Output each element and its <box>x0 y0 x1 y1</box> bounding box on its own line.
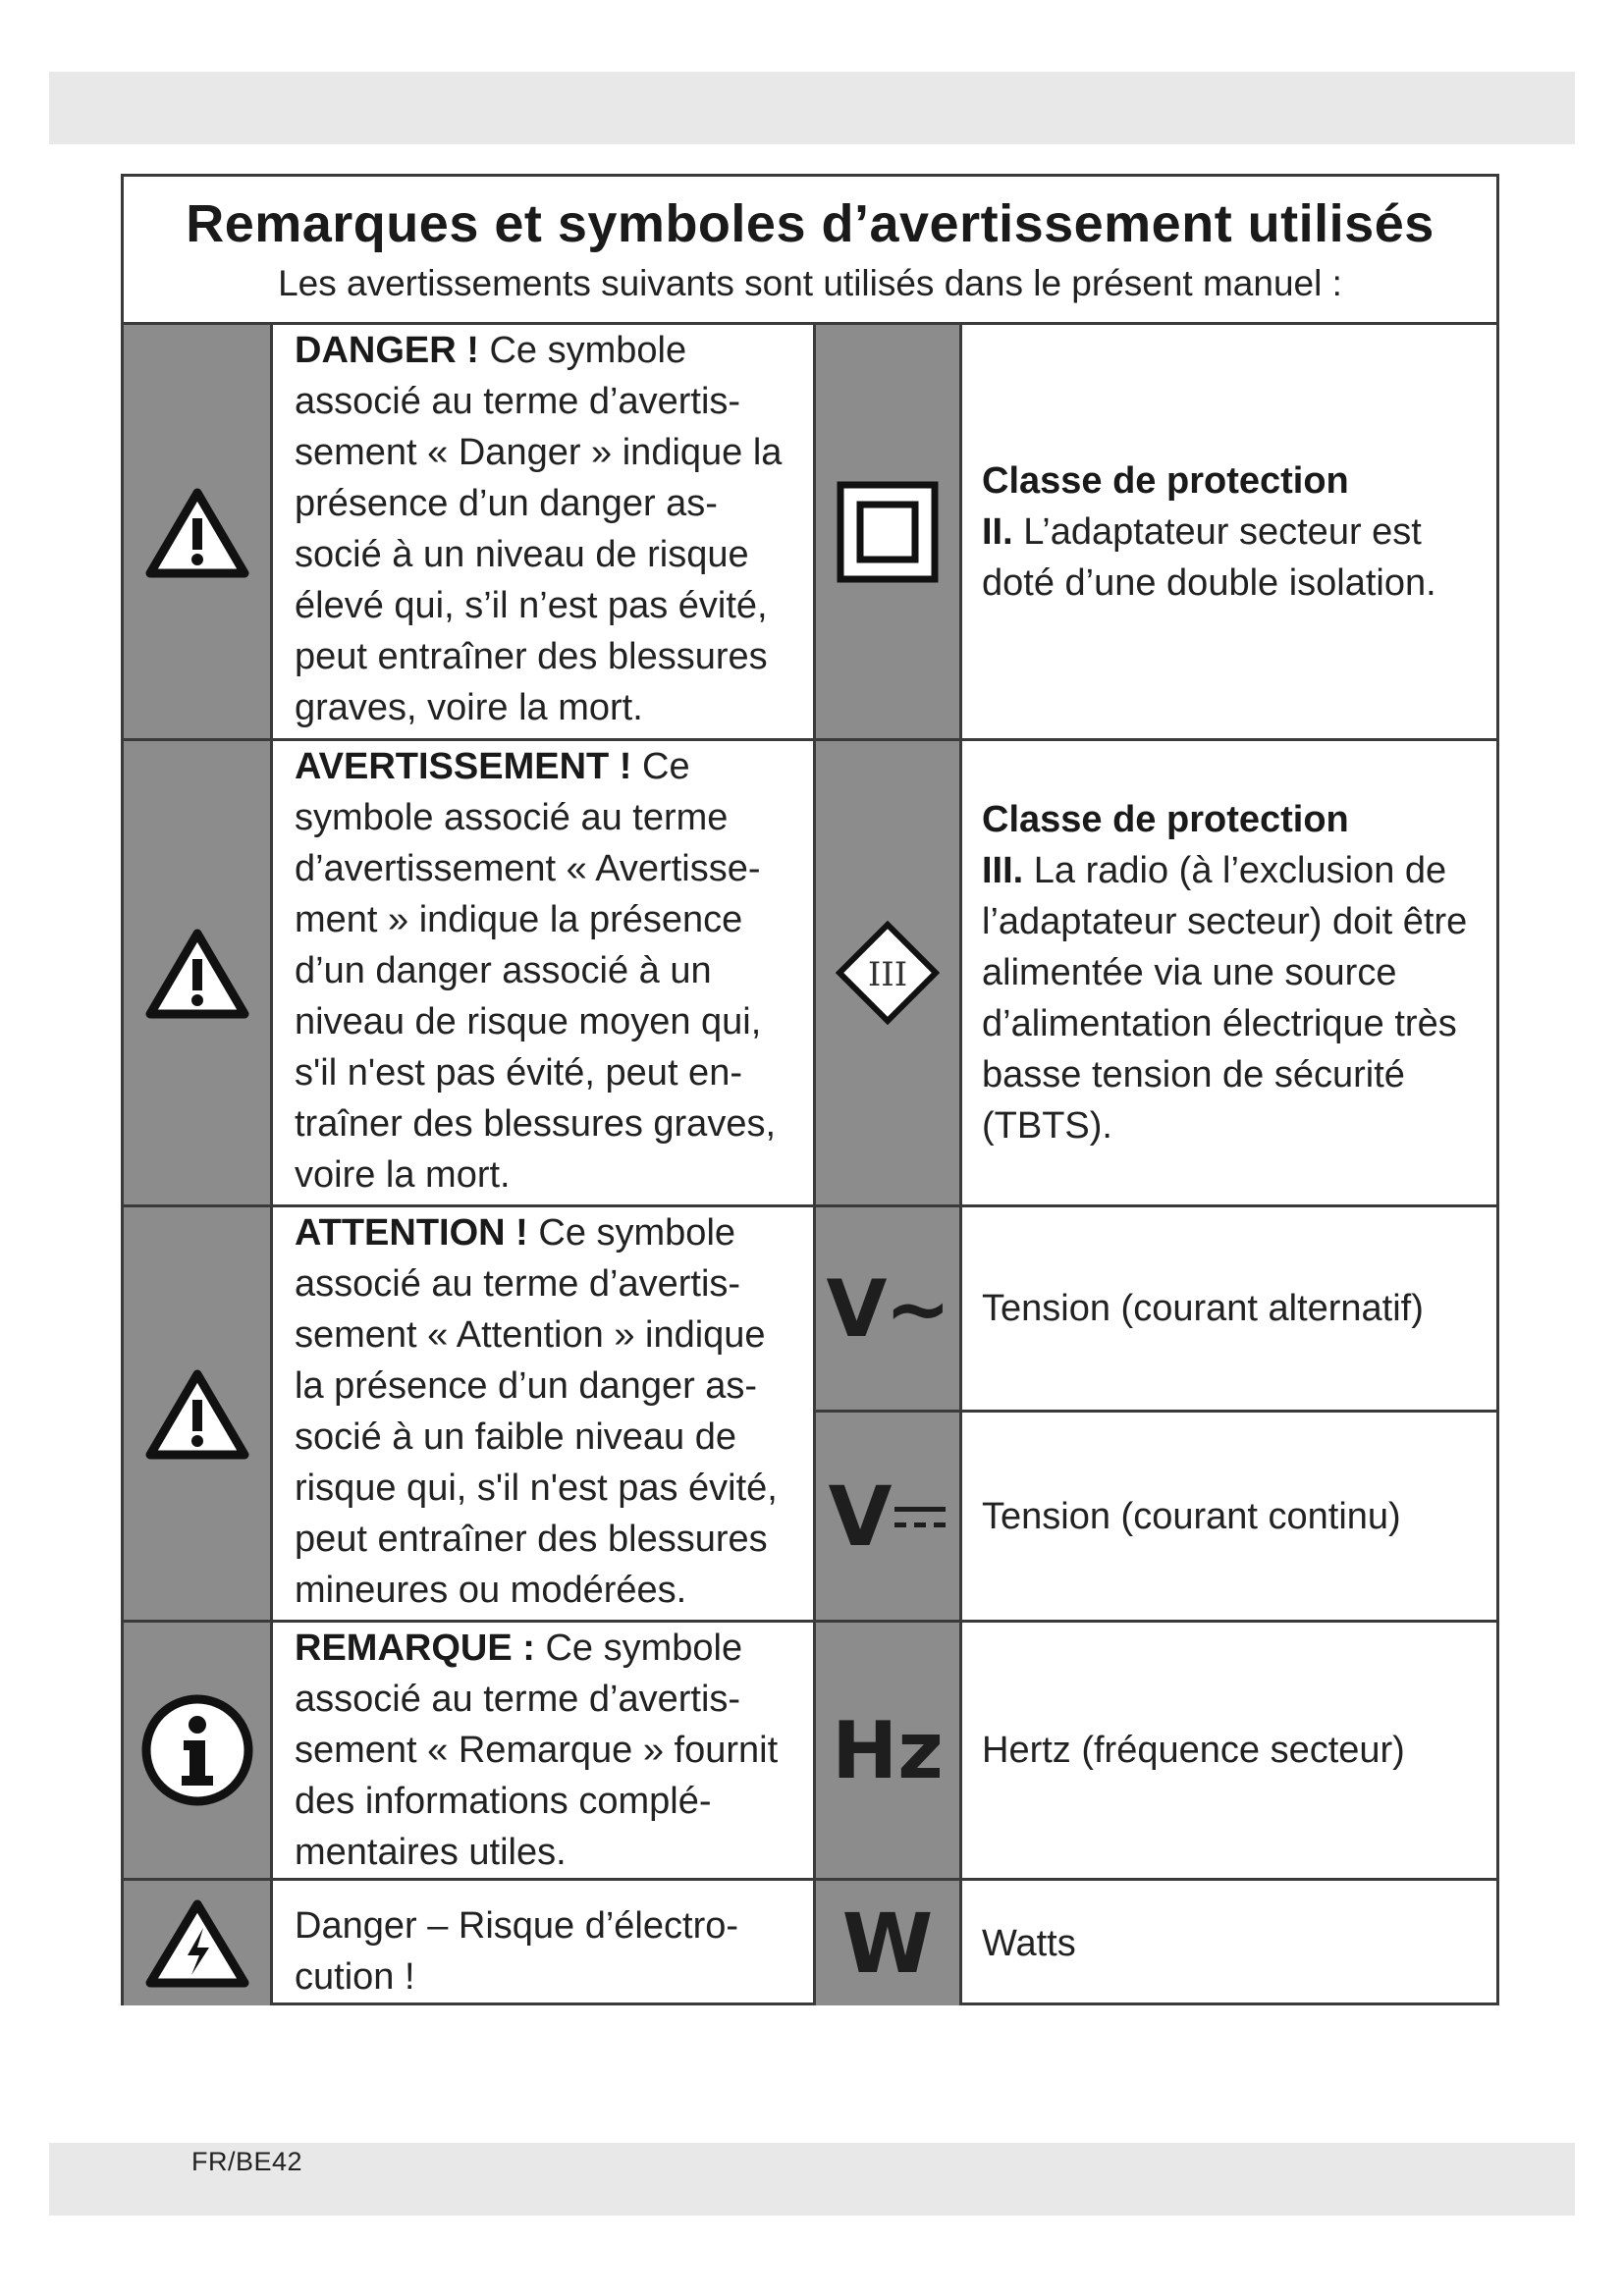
avertissement-icon-cell <box>124 741 270 1204</box>
class-iii-label: III <box>867 955 908 994</box>
attention-icon-cell <box>124 1207 270 1620</box>
class-iii-icon-cell <box>816 741 959 1204</box>
grid-line <box>124 1620 1496 1623</box>
electric-shock-description <box>273 1881 813 2005</box>
class-ii-icon-cell <box>816 325 959 738</box>
watts-text: Watts <box>982 1922 1076 1964</box>
grid-line <box>270 325 273 2005</box>
attention-description <box>273 1207 813 1620</box>
dc-voltage-text: Tension (courant continu) <box>982 1495 1401 1537</box>
warning-symbols-table <box>121 174 1499 2005</box>
table-subtitle: Les avertissements suivants sont utilisés dans le présent manuel : <box>278 263 1342 303</box>
electric-shock-text: Danger – Risque d’électro- cution ! <box>295 1905 739 1998</box>
class-iii-title: Classe de protection <box>982 799 1349 840</box>
class-ii-title: Classe de protection <box>982 459 1349 502</box>
watts-icon-cell <box>816 1881 959 2005</box>
dc-voltage-symbol: V <box>828 1468 893 1565</box>
danger-text: Ce symbole associé au terme d’avertis- sement « Danger » indique la présence d’un danger as- socié à un niveau de risque élevé qui, s’il n’est pas évité, peut entraîner des blessures graves, voire la mort. <box>295 330 783 728</box>
hertz-icon-cell <box>816 1623 959 1878</box>
top-band <box>49 72 1575 144</box>
avertissement-description <box>273 741 813 1204</box>
danger-description <box>273 325 813 738</box>
grid-line <box>959 325 962 2005</box>
grid-line <box>124 1878 1496 1881</box>
dc-voltage-description <box>962 1413 1496 1620</box>
info-icon <box>140 1693 254 1807</box>
warning-triangle-icon <box>144 485 250 579</box>
class-ii-lead: II. <box>982 510 1013 553</box>
remarque-description <box>273 1623 813 1878</box>
grid-line <box>813 325 816 2005</box>
page-code: FR/BE42 <box>191 2147 303 2176</box>
ac-voltage-icon: V~ <box>826 1262 949 1355</box>
warning-triangle-icon <box>144 926 250 1020</box>
watts-description <box>962 1881 1496 2005</box>
hertz-description <box>962 1623 1496 1878</box>
remarque-icon-cell <box>124 1623 270 1878</box>
class-ii-icon <box>837 481 939 583</box>
ac-voltage-text: Tension (courant alternatif) <box>982 1288 1424 1329</box>
grid-line <box>124 738 1496 741</box>
class-iii-description <box>962 741 1496 1204</box>
dc-voltage-icon-cell <box>816 1413 959 1620</box>
class-ii-text: L’adaptateur secteur est doté d’une double isolation. <box>982 510 1436 604</box>
warning-triangle-icon <box>144 1366 250 1461</box>
attention-keyword: ATTENTION ! <box>295 1212 528 1254</box>
class-iii-lead: III. <box>982 850 1024 891</box>
ac-voltage-description <box>962 1207 1496 1410</box>
dc-lines-icon <box>893 1497 947 1536</box>
remarque-text: Ce symbole associé au terme d’avertis- sement « Remarque » fournit des informations complé- mentaires utiles. <box>295 1628 779 1873</box>
class-ii-description <box>962 325 1496 738</box>
grid-line <box>124 1204 1496 1207</box>
table-header <box>124 177 1496 325</box>
attention-text: Ce symbole associé au terme d’avertis- sement « Attention » indique la présence d’un danger as- socié à un faible niveau de risque qui, s'il n'est pas évité, peut entraîner des blessures mineures ou modérées. <box>295 1212 778 1611</box>
danger-keyword: DANGER ! <box>295 330 479 371</box>
hertz-icon: Hz <box>832 1704 944 1796</box>
hertz-text: Hertz (fréquence secteur) <box>982 1730 1405 1771</box>
grid-line <box>816 1410 1496 1413</box>
ac-voltage-icon-cell <box>816 1207 959 1410</box>
avertissement-text: Ce symbole associé au terme d’avertissement « Avertisse- ment » indique la présence d’un danger associé à un niveau de risque moyen qui, s'il n'est pas évité, peut en- traîner des blessures graves, voire la mort. <box>295 746 777 1196</box>
avertissement-keyword: AVERTISSEMENT ! <box>295 746 632 787</box>
table-title: Remarques et symboles d’avertissement utilisés <box>186 194 1435 253</box>
watts-icon: W <box>841 1895 934 1992</box>
dc-voltage-icon <box>828 1468 947 1565</box>
remarque-keyword: REMARQUE : <box>295 1628 535 1669</box>
electric-shock-icon-cell <box>124 1881 270 2005</box>
class-iii-icon <box>836 921 940 1025</box>
class-iii-text: La radio (à l’exclusion de l’adaptateur secteur) doit être alimentée via une source d’alimentation électrique très basse tension de sécurité (TBTS). <box>982 850 1468 1147</box>
danger-icon-cell <box>124 325 270 738</box>
electric-shock-icon <box>144 1898 250 1989</box>
